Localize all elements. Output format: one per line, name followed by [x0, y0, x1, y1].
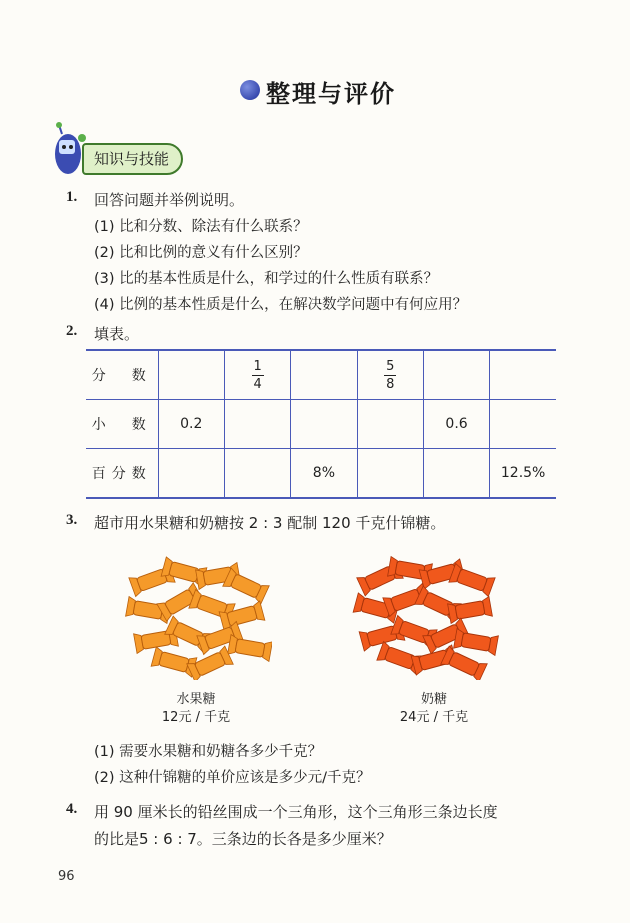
row-header: 小 数: [86, 400, 158, 449]
candy-piece: [454, 629, 499, 656]
question-number: 3.: [66, 512, 78, 528]
candy-price: 12元 / 千克: [161, 710, 231, 725]
fruit-candy-pile-image: [122, 550, 272, 680]
table-cell: 0.2: [158, 400, 224, 449]
question-text: 的比是5 : 6 : 7。三条边的长各是多少厘米？: [94, 830, 392, 848]
table-cell[interactable]: [158, 350, 224, 400]
candy-name: 水果糖: [176, 692, 216, 707]
candy-price: 24元 / 千克: [399, 710, 469, 725]
table-cell[interactable]: [423, 350, 489, 400]
sub-question: (2) 这种什锦糖的单价应该是多少元/千克？: [94, 770, 371, 786]
table-cell[interactable]: [490, 400, 556, 449]
table-cell[interactable]: [357, 449, 423, 499]
sub-question: (1) 比和分数、除法有什么联系？: [94, 219, 308, 235]
table-cell: 12.5%: [490, 449, 556, 499]
row-header: 分 数: [91, 368, 152, 384]
table-cell: 8%: [291, 449, 357, 499]
table-cell[interactable]: [291, 350, 357, 400]
fraction: $\frac{5}{8}$: [386, 359, 395, 392]
milk-candy-pile-image: [352, 550, 502, 680]
table-cell[interactable]: [158, 449, 224, 499]
sub-question: (3) 比的基本性质是什么，和学过的什么性质有联系？: [94, 271, 439, 287]
table-row: [86, 350, 556, 400]
table-cell: [224, 350, 290, 400]
candy-piece: [223, 568, 270, 604]
candy-piece: [448, 597, 493, 624]
table-cell[interactable]: [291, 400, 357, 449]
question-number: 4.: [66, 801, 78, 817]
table-cell[interactable]: [423, 449, 489, 499]
table-cell[interactable]: [224, 400, 290, 449]
table-cell: 0.6: [423, 400, 489, 449]
candy-name: 奶糖: [420, 692, 447, 707]
table-row: [86, 400, 556, 449]
table-cell[interactable]: [224, 449, 290, 499]
question-text: 用 90 厘米长的铅丝围成一个三角形，这个三角形三条边长度: [94, 803, 498, 821]
table-cell[interactable]: [357, 400, 423, 449]
table-cell[interactable]: [490, 350, 556, 400]
row-header: 百分数: [86, 449, 158, 499]
candy-piece: [151, 647, 197, 677]
candy-piece: [441, 646, 488, 680]
title-bullet-icon: [240, 80, 260, 100]
table-cell: [357, 350, 423, 400]
candy-piece: [228, 635, 272, 662]
table-row: [86, 449, 556, 499]
section-tag: 知识与技能: [82, 143, 183, 175]
question-text: 超市用水果糖和奶糖按 2 : 3 配制 120 千克什锦糖。: [94, 514, 446, 532]
sub-question: (1) 需要水果糖和奶糖各多少千克？: [94, 744, 323, 760]
fill-table: [86, 349, 556, 499]
question-number: 2.: [66, 323, 78, 339]
sub-question: (2) 比和比例的意义有什么区别？: [94, 245, 308, 261]
page-title: 整理与评价: [266, 80, 396, 108]
sub-question: (4) 比例的基本性质是什么，在解决数学问题中有何应用？: [94, 297, 468, 313]
candy-piece: [449, 563, 495, 596]
question-number: 1.: [66, 189, 78, 205]
question-text: 回答问题并举例说明。: [94, 191, 245, 209]
question-text: 填表。: [94, 325, 140, 343]
fraction: $\frac{1}{4}$: [253, 359, 262, 392]
page-number: 96: [58, 869, 75, 884]
